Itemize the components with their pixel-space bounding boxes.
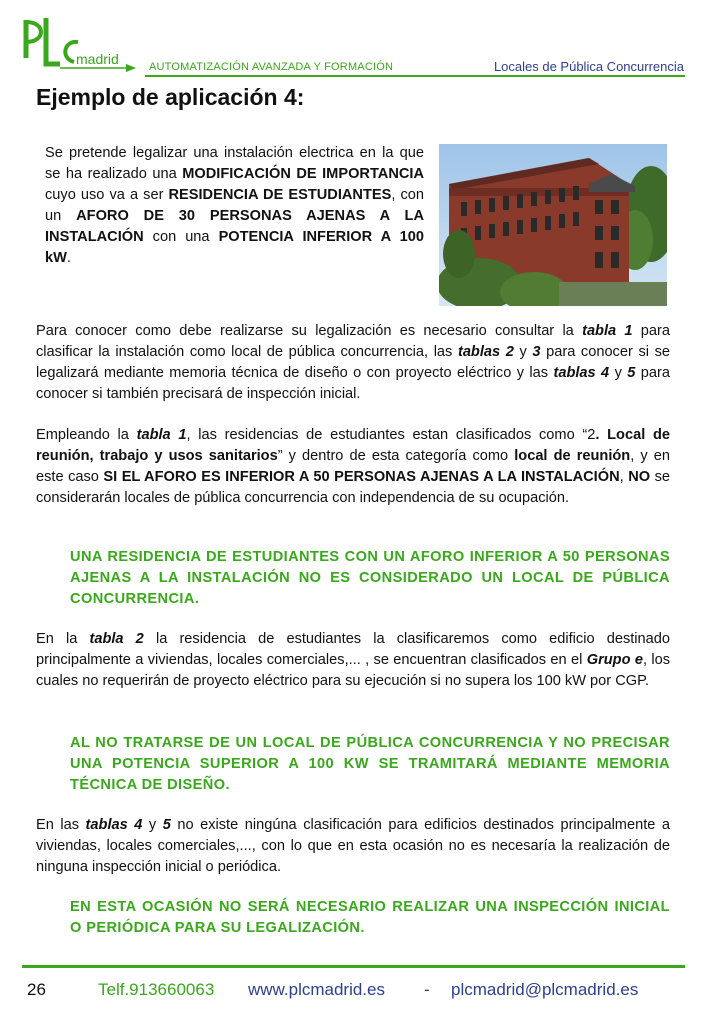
conclusion-1: UNA RESIDENCIA DE ESTUDIANTES CON UN AFORO INFERIOR A 50 PERSONAS AJENAS A LA INSTALACIÓN NO ES CONSIDERADO UN LOCAL DE PÚBLICA CONCURRENCIA. xyxy=(70,549,670,607)
para-text: y xyxy=(609,365,628,381)
para-highlight: local de reunión xyxy=(514,448,631,464)
para-text: para clasificar la instalación como local de pública concurrencia, las xyxy=(36,323,671,360)
footer-website-link[interactable]: www.plcmadrid.es xyxy=(248,980,385,999)
para-text: la residencia de estudiantes la clasificaremos como edificio destinado principalmente a viviendas, locales comerciales,... , se encuentran clasificados en el xyxy=(36,631,670,668)
footer-separator: - xyxy=(424,980,430,999)
table-ref: tablas 4 xyxy=(553,365,610,381)
para-text: se considerarán locales de pública concurrencia con independencia de su ocupación. xyxy=(36,469,671,506)
intro-highlight: AFORO DE 30 PERSONAS AJENAS A LA INSTALACIÓN xyxy=(45,208,424,245)
para-highlight: . Local de reunión, trabajo y usos sanitarios xyxy=(36,427,670,464)
paragraph-tables-intro xyxy=(36,321,670,405)
para-text: , y en este caso xyxy=(36,448,670,485)
table-ref: tablas 4 xyxy=(85,817,143,833)
table-ref: tabla 1 xyxy=(136,427,187,443)
table-ref: tabla 2 xyxy=(89,631,144,647)
para-text: para conocer si también precisará de inspección inicial. xyxy=(36,365,671,402)
intro-text: con una xyxy=(143,229,219,245)
para-text: para conocer si se legalizará mediante memoria técnica de diseño o con proyecto eléctrico y las xyxy=(36,344,670,381)
para-highlight: NO xyxy=(628,469,651,485)
para-text: Empleando la xyxy=(36,427,137,443)
page-heading: Ejemplo de aplicación 4: xyxy=(36,84,305,110)
footer-divider xyxy=(22,965,685,968)
para-text: ” y dentro de esta categoría como xyxy=(277,448,515,464)
paragraph-table2 xyxy=(36,629,670,692)
header-divider xyxy=(145,75,685,77)
intro-highlight: RESIDENCIA DE ESTUDIANTES xyxy=(168,187,392,203)
para-text: En las xyxy=(36,817,86,833)
para-text: , las residencias de estudiantes estan clasificados como “2 xyxy=(186,427,596,443)
para-highlight: SI EL AFORO ES INFERIOR A 50 PERSONAS AJENAS A LA INSTALACIÓN xyxy=(103,469,620,485)
header-tagline: AUTOMATIZACIÓN AVANZADA Y FORMACIÓN xyxy=(149,61,394,73)
table-ref: 5 xyxy=(627,365,636,381)
para-text: Para conocer como debe realizarse su legalización es necesario consultar la xyxy=(36,323,583,339)
footer-email-link[interactable]: plcmadrid@plcmadrid.es xyxy=(451,980,639,999)
para-text: En la xyxy=(36,631,90,647)
svg-text:madrid: madrid xyxy=(76,51,119,67)
plcmadrid-logo xyxy=(20,14,142,76)
intro-text: . xyxy=(66,250,71,266)
group-ref: Grupo e xyxy=(586,652,643,668)
page-number: 26 xyxy=(27,980,46,999)
table-ref: tabla 1 xyxy=(582,323,633,339)
conclusion-2: AL NO TRATARSE DE UN LOCAL DE PÚBLICA CONCURRENCIA Y NO PRECISAR UNA POTENCIA SUPERIOR A 100 KW SE TRAMITARÁ MEDIANTE MEMORIA TÉCNICA DE DISEÑO. xyxy=(70,735,670,793)
para-text: , xyxy=(619,469,629,485)
para-text: no existe ningúna clasificación para edificios destinados principalmente a viviendas, locales comerciales,..., con lo que en esta ocasión no es necesaría la realización de ninguna inspección inicial o periódica. xyxy=(36,817,670,875)
conclusion-3: EN ESTA OCASIÓN NO SERÁ NECESARIO REALIZAR UNA INSPECCIÓN INICIAL O PERIÓDICA PARA SU LEGALIZACIÓN. xyxy=(70,899,670,936)
intro-text: Se pretende legalizar una instalación electrica en la que se ha realizado una xyxy=(45,145,424,182)
intro-highlight: MODIFICACIÓN DE IMPORTANCIA xyxy=(182,166,424,182)
header-title: Locales de Pública Concurrencia xyxy=(493,59,684,74)
footer-phone: Telf.913660063 xyxy=(98,980,215,999)
paragraph-tables45 xyxy=(36,815,670,878)
intro-paragraph xyxy=(45,143,424,269)
building-photo xyxy=(439,144,667,306)
para-text: y xyxy=(142,817,163,833)
intro-highlight: POTENCIA INFERIOR A 100 kW xyxy=(45,229,424,266)
table-ref: 3 xyxy=(532,344,541,360)
paragraph-table1 xyxy=(36,425,670,509)
para-text: , los cuales no requerirán de proyecto eléctrico para su ejecución si no supera los 100 kW por CGP. xyxy=(36,652,671,689)
intro-text: cuyo uso va a ser xyxy=(45,187,169,203)
table-ref: 5 xyxy=(162,817,171,833)
table-ref: tablas 2 xyxy=(457,344,514,360)
intro-text: , con un xyxy=(45,187,425,224)
para-text: y xyxy=(513,344,533,360)
